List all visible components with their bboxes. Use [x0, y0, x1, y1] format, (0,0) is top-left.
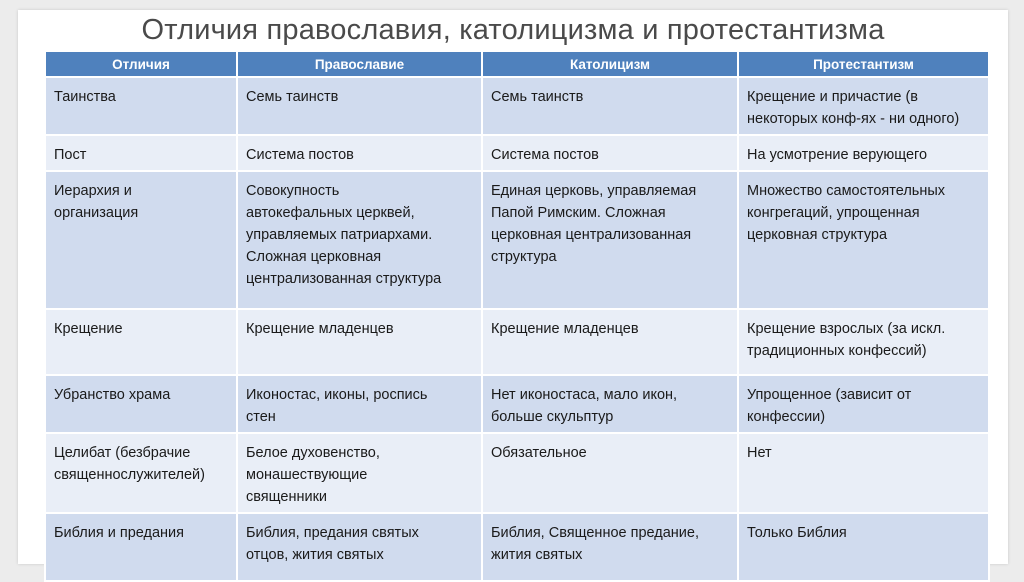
comparison-table [44, 50, 990, 582]
cell-orthodoxy: Иконостас, иконы, роспись стен [237, 375, 482, 433]
cell-catholicism: Система постов [482, 135, 738, 171]
table-row-bible-tradition [45, 513, 989, 581]
cell-orthodoxy: Крещение младенцев [237, 309, 482, 375]
table-row-sacraments [45, 77, 989, 135]
cell-orthodoxy: Совокупность автокефальных церквей, управляемых патриархами. Сложная церковная централизованная структура [237, 171, 482, 309]
cell-catholicism: Крещение младенцев [482, 309, 738, 375]
table-row-fasting [45, 135, 989, 171]
cell-catholicism: Семь таинств [482, 77, 738, 135]
cell-protestantism: Крещение взрослых (за искл. традиционных конфессий) [738, 309, 989, 375]
cell-catholicism: Библия, Священное предание, жития святых [482, 513, 738, 581]
cell-aspect: Крещение [45, 309, 237, 375]
cell-protestantism: На усмотрение верующего [738, 135, 989, 171]
header-differences: Отличия [45, 51, 237, 77]
slide-title: Отличия православия, католицизма и протестантизма [141, 14, 885, 46]
cell-protestantism: Множество самостоятельных конгрегаций, упрощенная церковная структура [738, 171, 989, 309]
cell-aspect: Целибат (безбрачие священнослужителей) [45, 433, 237, 513]
cell-aspect: Таинства [45, 77, 237, 135]
table-header-row [45, 51, 989, 77]
cell-orthodoxy: Белое духовенство, монашествующие священники [237, 433, 482, 513]
cell-catholicism: Нет иконостаса, мало икон, больше скульптур [482, 375, 738, 433]
cell-protestantism: Упрощенное (зависит от конфессии) [738, 375, 989, 433]
slide [18, 10, 1008, 564]
cell-protestantism: Только Библия [738, 513, 989, 581]
cell-aspect: Библия и предания [45, 513, 237, 581]
cell-catholicism: Обязательное [482, 433, 738, 513]
cell-aspect: Пост [45, 135, 237, 171]
cell-aspect: Убранство храма [45, 375, 237, 433]
header-catholicism: Католицизм [482, 51, 738, 77]
cell-aspect: Иерархия и организация [45, 171, 237, 309]
table-row-baptism [45, 309, 989, 375]
cell-protestantism: Нет [738, 433, 989, 513]
cell-orthodoxy: Библия, предания святых отцов, жития святых [237, 513, 482, 581]
cell-orthodoxy: Система постов [237, 135, 482, 171]
header-protestantism: Протестантизм [738, 51, 989, 77]
cell-catholicism: Единая церковь, управляемая Папой Римским. Сложная церковная централизованная структура [482, 171, 738, 309]
table-row-celibacy [45, 433, 989, 513]
table-row-temple-decoration [45, 375, 989, 433]
cell-orthodoxy: Семь таинств [237, 77, 482, 135]
cell-protestantism: Крещение и причастие (в некоторых конф-ях - ни одного) [738, 77, 989, 135]
header-orthodoxy: Православие [237, 51, 482, 77]
table-row-hierarchy [45, 171, 989, 309]
